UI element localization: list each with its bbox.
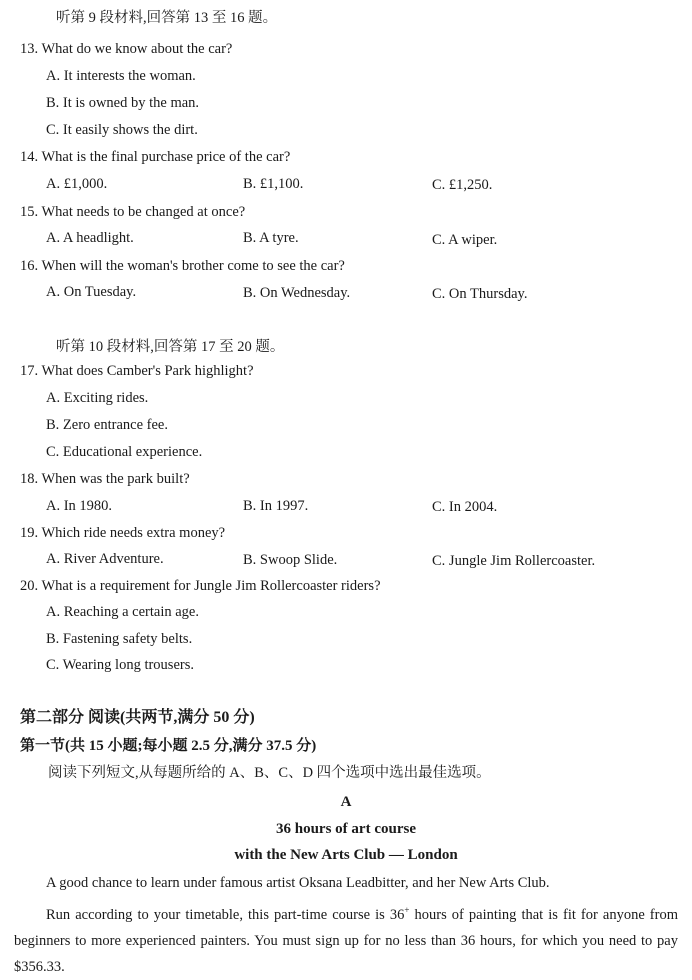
option: B. On Wednesday. — [243, 285, 351, 301]
question-stem: 20. What is a requirement for Jungle Jim Rollercoaster riders? — [20, 578, 381, 594]
option: C. Wearing long trousers. — [46, 657, 194, 673]
option: C. Jungle Jim Rollercoaster. — [432, 553, 596, 569]
passage-title: 36 hours of art course — [276, 821, 416, 837]
option: A. River Adventure. — [46, 551, 164, 567]
section-intro: 听第 9 段材料,回答第 13 至 16 题。 — [56, 10, 278, 26]
part-title: 第二部分 阅读(共两节,满分 50 分) — [20, 709, 255, 726]
paragraph-text: Run according to your timetable, this part-time course is 36 — [46, 906, 405, 923]
option: A. It interests the woman. — [46, 68, 196, 84]
option: B. Swoop Slide. — [243, 552, 338, 568]
question-stem: 14. What is the final purchase price of the car? — [20, 149, 291, 165]
instruction-text: 阅读下列短文,从每题所给的 A、B、C、D 四个选项中选出最佳选项。 — [48, 765, 491, 781]
section-title: 第一节(共 15 小题;每小题 2.5 分,满分 37.5 分) — [20, 738, 317, 754]
option: C. £1,250. — [432, 177, 493, 193]
option: B. Zero entrance fee. — [46, 417, 168, 433]
option: B. Fastening safety belts. — [46, 631, 193, 647]
passage-letter: A — [340, 794, 352, 810]
option: C. On Thursday. — [432, 286, 528, 302]
option: C. Educational experience. — [46, 444, 203, 460]
question-stem: 13. What do we know about the car? — [20, 41, 233, 57]
option: A. On Tuesday. — [46, 284, 137, 300]
option: A. A headlight. — [46, 230, 134, 246]
option: B. In 1997. — [243, 498, 309, 514]
option: A. In 1980. — [46, 498, 113, 514]
question-stem: 17. What does Camber's Park highlight? — [20, 363, 254, 379]
option: C. A wiper. — [432, 232, 498, 248]
option: A. £1,000. — [46, 176, 108, 192]
paragraph-text: hours of painting that is fit for anyone from beginners to more experienced painters. You must sign up for no less than 36 hours, for which you need to pay $356.33. — [14, 906, 678, 975]
option: A. Exciting rides. — [46, 390, 149, 406]
question-stem: 19. Which ride needs extra money? — [20, 525, 226, 541]
question-stem: 16. When will the woman's brother come to see the car? — [20, 258, 345, 274]
option: B. £1,100. — [243, 176, 304, 192]
section-intro: 听第 10 段材料,回答第 17 至 20 题。 — [56, 339, 285, 355]
question-stem: 15. What needs to be changed at once? — [20, 204, 246, 220]
passage-paragraph: A good chance to learn under famous artist Oksana Leadbitter, and her New Arts Club. — [46, 875, 550, 891]
option: B. It is owned by the man. — [46, 95, 200, 111]
option: C. In 2004. — [432, 499, 498, 515]
option: C. It easily shows the dirt. — [46, 122, 198, 138]
option: A. Reaching a certain age. — [46, 604, 199, 620]
option: B. A tyre. — [243, 230, 299, 246]
passage-subtitle: with the New Arts Club — London — [234, 847, 458, 863]
question-stem: 18. When was the park built? — [20, 471, 190, 487]
passage-paragraph — [14, 897, 678, 980]
superscript: + — [404, 905, 410, 915]
